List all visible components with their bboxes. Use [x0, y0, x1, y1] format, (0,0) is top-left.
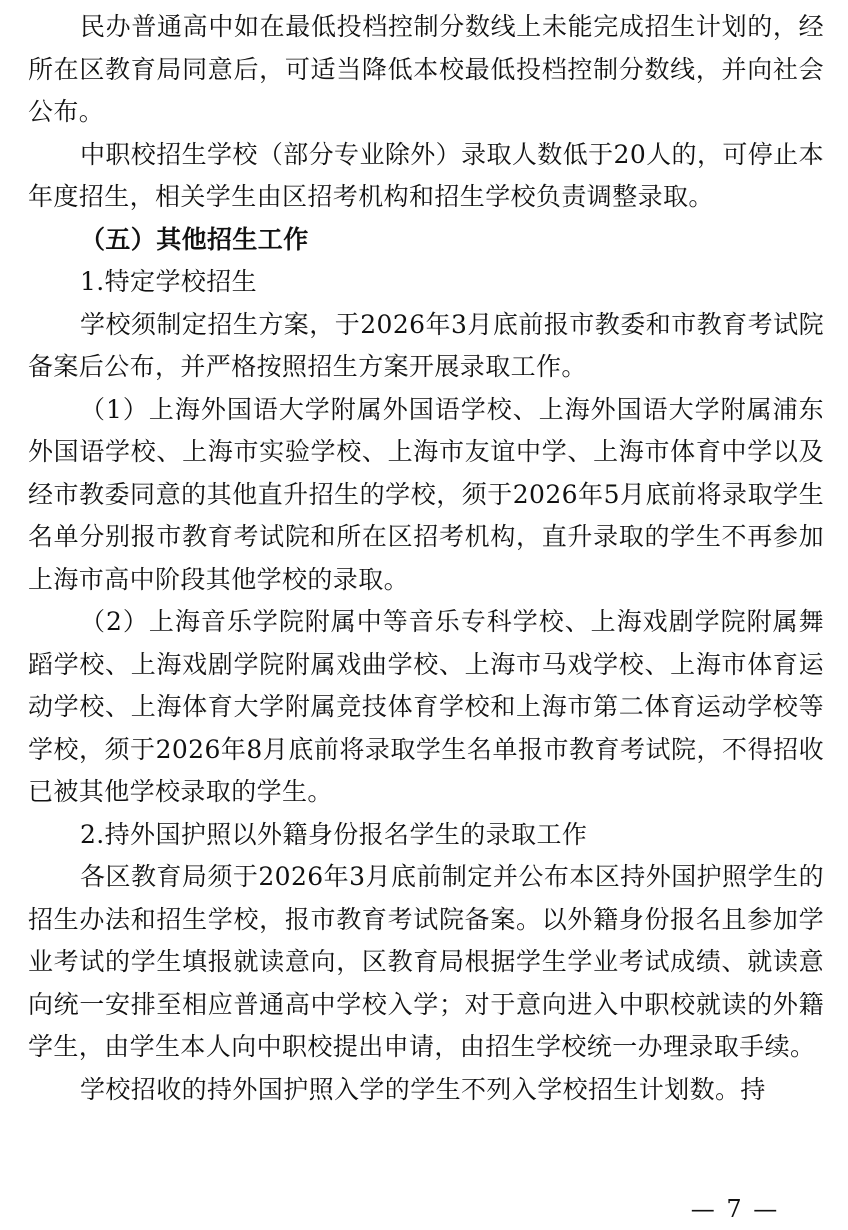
- paragraph-direct-admission-schools: （1）上海外国语大学附属外国语学校、上海外国语大学附属浦东外国语学校、上海市实验学校、上海市友谊中学、上海市体育中学以及经市教委同意的其他直升招生的学校，须于2026年5月底前将录取学生名单分别报市教育考试院和所在区招考机构，直升录取的学生不再参加上海市高中阶段其他学校的录取。: [28, 394, 824, 594]
- paragraph-vocational-enrollment: 中职校招生学校（部分专业除外）录取人数低于20人的，可停止本年度招生，相关学生由区招考机构和招生学校负责调整录取。: [28, 139, 824, 211]
- section-heading-other-enrollment: （五）其他招生工作: [80, 224, 309, 254]
- paragraph-foreign-student-quota: 学校招收的持外国护照入学的学生不列入学校招生计划数。持: [80, 1074, 766, 1104]
- subheading-foreign-passport-students: 2.持外国护照以外籍身份报名学生的录取工作: [80, 819, 588, 849]
- document-page: [28, 6, 824, 1111]
- paragraph-foreign-student-procedure: 各区教育局须于2026年3月底前制定并公布本区持外国护照学生的招生办法和招生学校，报市教育考试院备案。以外籍身份报名且参加学业考试的学生填报就读意向，区教育局根据学生学业考试成绩、就读意向统一安排至相应普通高中学校入学；对于意向进入中职校就读的外籍学生，由学生本人向中职校提出申请，由招生学校统一办理录取手续。: [28, 862, 824, 1061]
- paragraph-arts-sports-schools: （2）上海音乐学院附属中等音乐专科学校、上海戏剧学院附属舞蹈学校、上海戏剧学院附属戏曲学校、上海市马戏学校、上海市体育运动学校、上海体育大学附属竞技体育学校和上海市第二体育运动学校等学校，须于2026年8月底前将录取学生名单报市教育考试院，不得招收已被其他学校录取的学生。: [28, 607, 824, 806]
- page-number: — 7 —: [690, 1195, 780, 1223]
- subheading-specific-schools: 1.特定学校招生: [80, 267, 258, 296]
- paragraph-enrollment-plan: 学校须制定招生方案，于2026年3月底前报市教委和市教育考试院备案后公布，并严格按照招生方案开展录取工作。: [28, 309, 824, 381]
- paragraph-private-high-school-cutoff: 民办普通高中如在最低投档控制分数线上未能完成招生计划的，经所在区教育局同意后，可适当降低本校最低投档控制分数线，并向社会公布。: [28, 12, 824, 126]
